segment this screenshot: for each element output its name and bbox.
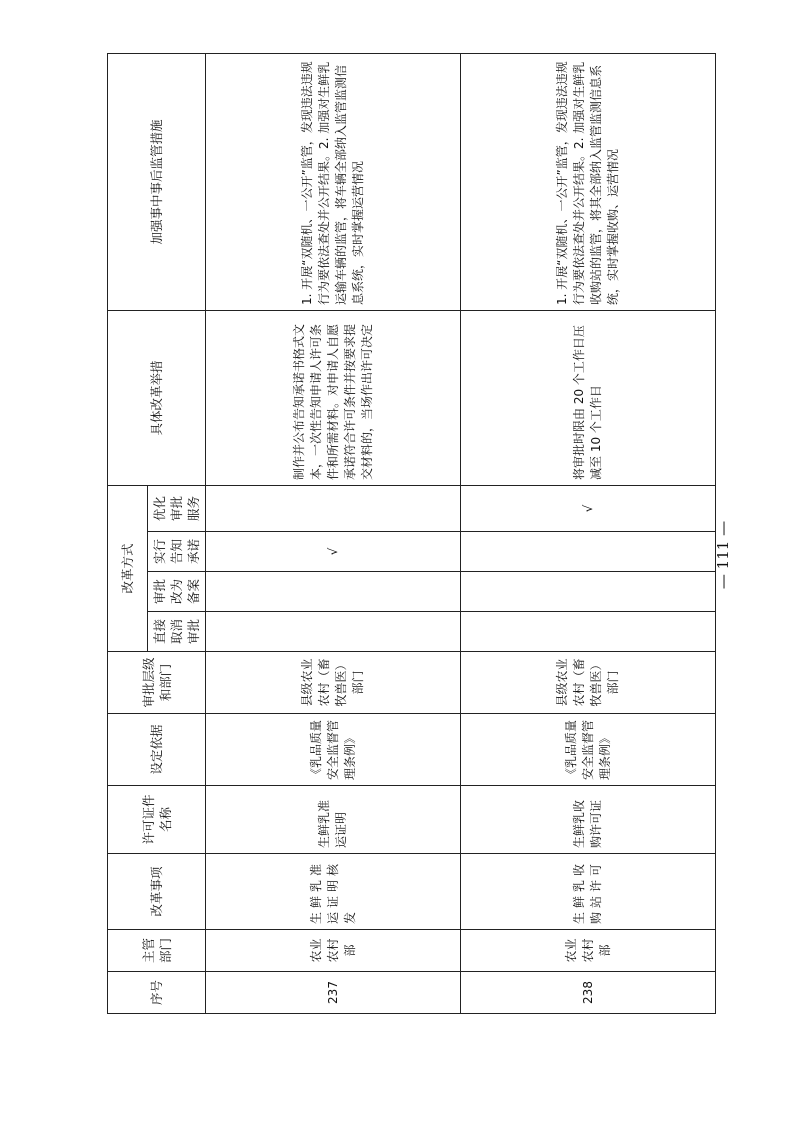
cell-measures: 制作并公布告知承诺书格式文本，一次性告知申请人许可条件和所需材料。对申请人自愿承诺符合许可条件并按要求提交材料的，当场作出许可决定 (206, 310, 461, 485)
cell-mode-notify: √ (206, 532, 461, 572)
page-number-box (711, 495, 735, 615)
cell-item: 生鲜乳收购站许可 (461, 854, 716, 930)
header-basis: 设定依据 (108, 714, 206, 786)
cell-level: 县级农业农村（畜牧兽医）部门 (461, 652, 716, 714)
cell-basis: 《乳品质量安全监督管理条例》 (206, 714, 461, 786)
cell-seq: 238 (461, 972, 716, 1014)
cell-mode-filing (206, 572, 461, 612)
cell-mode-optimize (206, 485, 461, 531)
cell-item: 生鲜乳准运证明核发 (206, 854, 461, 930)
cell-measures: 将审批时限由 20 个工作日压减至 10 个工作日 (461, 310, 716, 485)
cell-supervision: 1. 开展“双随机、一公开”监管，发现违法违规行为要依法查处并公开结果。2. 加强对生鲜乳收购站的监管，将其全部纳入监管监测信息系统，实时掌握收购、运营情况 (461, 53, 716, 310)
header-level: 审批层级和部门 (108, 652, 206, 714)
page-number: — 111 — (714, 520, 733, 590)
cell-department: 农业农村部 (461, 930, 716, 972)
header-license: 许可证件名称 (108, 786, 206, 854)
header-seq: 序号 (108, 972, 206, 1014)
header-supervision: 加强事中事后监管措施 (108, 53, 206, 310)
header-measures: 具体改革举措 (108, 310, 206, 485)
header-mode-cancel: 直接取消审批 (148, 612, 206, 652)
cell-supervision: 1. 开展“双随机、一公开”监管，发现违法违规行为要依法查处并公开结果。2. 加强对生鲜乳运输车辆的监管，将车辆全部纳入监管监测信息系统，实时掌握运营情况 (206, 53, 461, 310)
cell-mode-cancel (461, 612, 716, 652)
cell-mode-optimize: √ (461, 485, 716, 531)
cell-mode-cancel (206, 612, 461, 652)
cell-mode-notify (461, 532, 716, 572)
cell-seq: 237 (206, 972, 461, 1014)
cell-department: 农业农村部 (206, 930, 461, 972)
cell-license: 生鲜乳收购许可证 (461, 786, 716, 854)
cell-basis: 《乳品质量安全监督管理条例》 (461, 714, 716, 786)
reform-table (107, 53, 716, 1014)
cell-mode-filing (461, 572, 716, 612)
header-mode-optimize: 优化审批服务 (148, 485, 206, 531)
header-mode-notify: 实行告知承诺 (148, 532, 206, 572)
rotated-table-frame (107, 61, 713, 1014)
header-mode-filing: 审批改为备案 (148, 572, 206, 612)
cell-level: 县级农业农村（畜牧兽医）部门 (206, 652, 461, 714)
header-item: 改革事项 (108, 854, 206, 930)
cell-license: 生鲜乳准运证明 (206, 786, 461, 854)
header-department: 主管部门 (108, 930, 206, 972)
table-row (461, 53, 716, 1013)
table-row (206, 53, 461, 1013)
header-reform-mode: 改革方式 (108, 485, 148, 651)
